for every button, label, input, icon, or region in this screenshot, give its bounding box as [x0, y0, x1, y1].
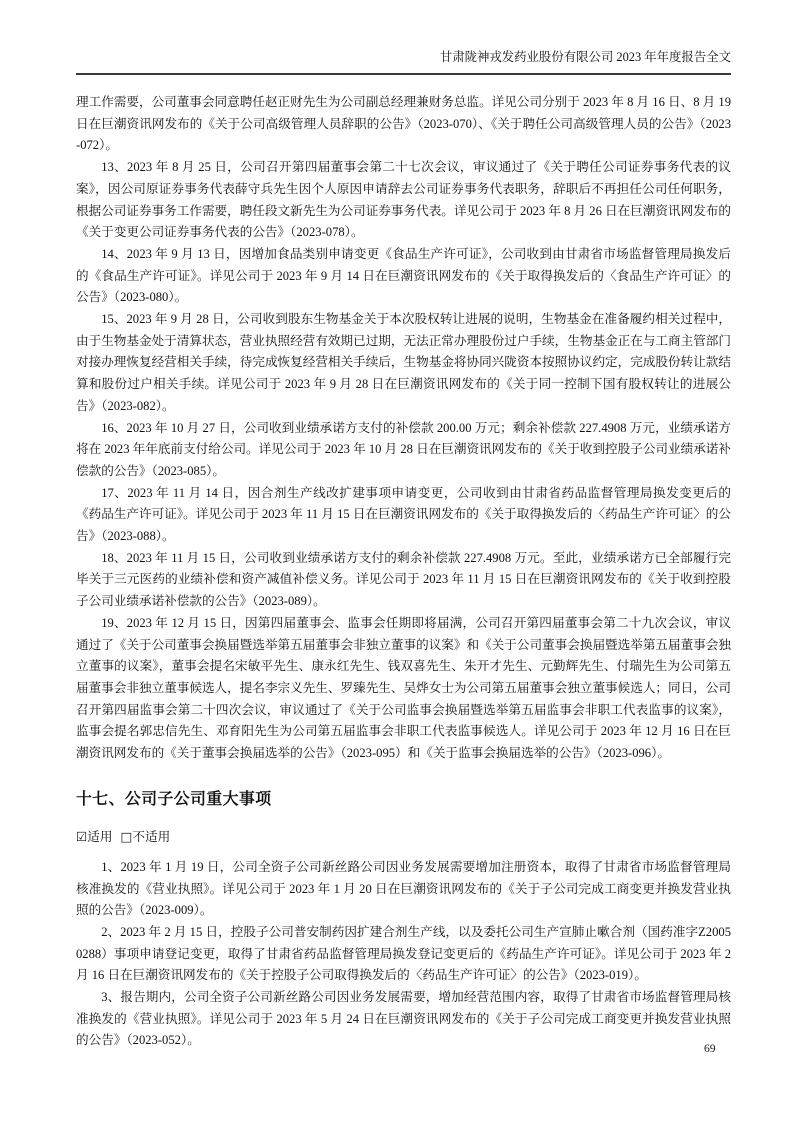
applicability-line	[76, 828, 731, 846]
checkbox-checked-icon: ☑	[76, 828, 88, 844]
page-number: 69	[704, 1042, 716, 1055]
section-paragraph-item-3: 3、报告期内，公司全资子公司新丝路公司因业务发展需要，增加经营范围内容，取得了甘肃省市场监督管理局核准换发的《营业执照》。详见公司于 2023 年 5 月 24 日在巨潮资讯网发布的《关于子公司完成工商变更并换发营业执照的公告》（2023-052）。	[76, 990, 731, 1048]
checkbox-unchecked-icon: □	[120, 828, 133, 844]
paragraph-item-15: 15、2023 年 9 月 28 日，公司收到股东生物基金关于本次股权转让进展的说明，生物基金在准备履约相关过程中，由于生物基金处于清算状态，营业执照经营有效期已过期，无法正常办理股份过户手续，生物基金正在与工商主管部门对接办理恢复经营相关手续，待完成恢复经营相关手续后，生物基金将协同兴陇资本按照协议约定，完成股份转让款结算和股份过户相关手续。详见公司于 2023 年 9 月 28 日在巨潮资讯网发布的《关于同一控制下国有股权转让的进展公告》（2023-082）。	[76, 312, 731, 413]
paragraph-item-19: 19、2023 年 12 月 15 日，因第四届董事会、监事会任期即将届满，公司召开第四届董事会第二十九次会议，审议通过了《关于公司董事会换届暨选举第五届董事会非独立董事的议案》和《关于公司董事会换届暨选举第五届董事会独立董事的议案》，董事会提名宋敏平先生、康永红先生、钱双喜先生、朱开才先生、元勤辉先生、付瑞先生为公司第五届董事会非独立董事候选人，提名李宗义先生、罗臻先生、吴烨女士为公司第五届董事会独立董事候选人；同日，公司召开第四届监事会第二十四次会议，审议通过了《关于公司监事会换届暨选举第五届监事会非职工代表监事的议案》，监事会提名郭忠信先生、邓育阳先生为公司第五届监事会非职工代表监事候选人。详见公司于 2023 年 12 月 16 日在巨潮资讯网发布的《关于董事会换届选举的公告》（2023-095）和《关于监事会换届选举的公告》（2023-096）。	[76, 615, 731, 761]
section-heading-subsidiary-major-matters: 十七、公司子公司重大事项	[76, 790, 272, 808]
paragraph-item-13: 13、2023 年 8 月 25 日，公司召开第四届董事会第二十七次会议，审议通过了《关于聘任公司证券事务代表的议案》，因公司原证券事务代表薛守兵先生因个人原因申请辞去公司证券事务代表职务，辞职后不再担任公司任何职务，根据公司证券事务工作需要，聘任段文新先生为公司证券事务代表。详见公司于 2023 年 8 月 26 日在巨潮资讯网发布的《关于变更公司证券事务代表的公告》（2023-078）。	[76, 160, 731, 240]
paragraph-item-18: 18、2023 年 11 月 15 日，公司收到业绩承诺方支付的剩余补偿款 227.4908 万元。至此，业绩承诺方已全部履行完毕关于三元医药的业绩补偿和资产减值补偿义务。详见公司于 2023 年 11 月 15 日在巨潮资讯网发布的《关于收到控股子公司业绩承诺补偿款的公告》（2023-089）。	[76, 550, 731, 609]
section-paragraph-item-1: 1、2023 年 1 月 19 日，公司全资子公司新丝路公司因业务发展需要增加注册资本，取得了甘肃省市场监督管理局核准换发的《营业执照》。详见公司于 2023 年 1 月 20 日在巨潮资讯网发布的《关于子公司完成工商变更并换发营业执照的公告》（2023-009）。	[76, 859, 731, 918]
not-applicable-label: 不适用	[132, 829, 171, 844]
paragraph-item-16: 16、2023 年 10 月 27 日，公司收到业绩承诺方支付的补偿款 200.00 万元；剩余补偿款 227.4908 万元，业绩承诺方将在 2023 年年底前支付给公司。详见公司于 2023 年 10 月 28 日在巨潮资讯网发布的《关于收到控股子公司业绩承诺补偿款的公告》（2023-085）。	[76, 420, 731, 478]
page-body	[76, 92, 731, 1052]
paragraph-item-17: 17、2023 年 11 月 14 日，因合剂生产线改扩建事项申请变更，公司收到由甘肃省药品监督管理局换发变更后的《药品生产许可证》。详见公司于 2023 年 11 月 15 日在巨潮资讯网发布的《关于取得换发后的〈药品生产许可证〉的公告》（2023-088）。	[76, 485, 731, 544]
section-paragraph-item-2: 2、2023 年 2 月 15 日，控股子公司普安制药因扩建合剂生产线，以及委托公司生产宣肺止嗽合剂（国药准字Z20050288）事项申请登记变更，取得了甘肃省药品监督管理局换发登记变更后的《药品生产许可证》。详见公司于 2023 年 2 月 16 日在巨潮资讯网发布的《关于控股子公司取得换发后的〈药品生产许可证〉的公告》（2023-019）。	[76, 924, 731, 983]
applicable-label: 适用	[87, 829, 113, 844]
paragraph-continuation: 理工作需要，公司董事会同意聘任赵正财先生为公司副总经理兼财务总监。详见公司分别于 2023 年 8 月 16 日、8 月 19 日在巨潮资讯网发布的《关于公司高级管理人员辞职的公告》（2023-070）、《关于聘任公司高级管理人员的公告》（2023-072）。	[76, 95, 731, 153]
page-header-title: 甘肃陇神戎发药业股份有限公司 2023 年年度报告全文	[439, 50, 731, 64]
header-divider	[76, 73, 731, 75]
paragraph-item-14: 14、2023 年 9 月 13 日，因增加食品类别申请变更《食品生产许可证》，公司收到由甘肃省市场监督管理局换发后的《食品生产许可证》。详见公司于 2023 年 9 月 14 日在巨潮资讯网发布的《关于取得换发后的〈食品生产许可证〉的公告》（2023-080）。	[76, 246, 731, 305]
